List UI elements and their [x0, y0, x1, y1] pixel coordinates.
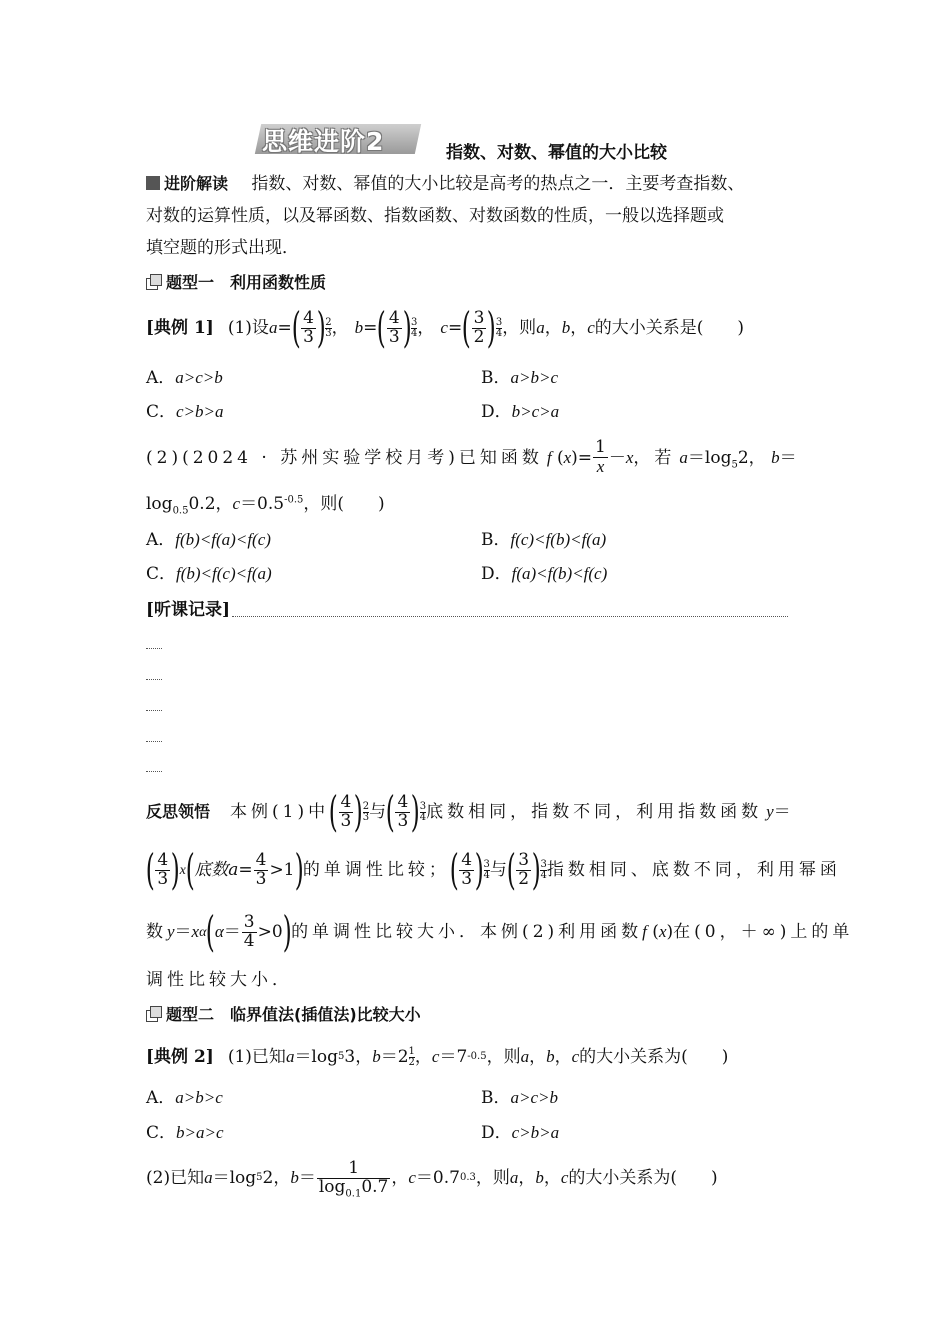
notes-label: [听课记录] — [146, 600, 231, 620]
reflection-line-1: 反思领悟 本例(1)中 ( $\frac{4}{3}$ ) 2 3 与 ( $\frac{4}{3}$ ) 3 4 底数相同，指数不同，利用指数函数 y ＝ — [146, 787, 791, 836]
example1-part1: [典例 1] (1)设 a = ( $\frac{4}{3}$ ) 2 3 ， b = ( $\frac{4}{3}$ ) 3 4 ， c = ( $\frac{3}{2}$ ) 3 4 ，则 a ， b ， c 的大小关系是( ) — [146, 303, 744, 352]
ex2-option-c[interactable]: C．b>a>c — [146, 1123, 224, 1143]
p2-option-d[interactable]: D．f(a)<f(b)<f(c) — [481, 564, 608, 584]
type1-heading: 题型一 利用函数性质 — [146, 270, 326, 293]
reflection-line-3: 数 y ＝ x α ( α ＝ $\frac{3}{4}$ >0 ) 的单调性比较大小．本例(2)利用函数 f (x) 在(0，＋∞)上的单 — [146, 907, 854, 956]
p2-option-a[interactable]: A．f(b)<f(a)<f(c) — [146, 530, 271, 550]
section-icon — [146, 1006, 162, 1022]
option-c[interactable]: C．c>b>a — [146, 402, 224, 422]
p2-option-b[interactable]: B．f(c)<f(b)<f(a) — [481, 530, 607, 550]
reflection-line-2: ( $\frac{4}{3}$ ) x ( 底数a= $\frac{4}{3}$ >1 ) 的单调性比较； ( $\frac{4}{3}$ ) 3 4 与 ( $\frac{3}{2}$ ) 3 4 指数相同、底数不同，利用幂函 — [145, 845, 841, 894]
notes-line — [146, 741, 162, 742]
example1-part2-line2: $\log_{0.5}0.2$，$c=0.5^{-0.5}$，则( ) — [146, 494, 385, 517]
option-b[interactable]: B．a>b>c — [481, 368, 558, 388]
notes-line-main — [232, 616, 788, 617]
example1-part2-line1: (2)(2024 · 苏州实验学校月考)已知函数 f (x)= $\frac{1}{x}$ － x ，若 $a=\log_52$， b＝ — [146, 437, 797, 476]
notes-line — [146, 771, 162, 772]
intro-tag: 进阶解读 — [146, 172, 228, 196]
p2-option-c[interactable]: C．f(b)<f(c)<f(a) — [146, 564, 272, 584]
reflection-line-4: 调性比较大小． — [146, 970, 293, 990]
intro-line-2: 对数的运算性质，以及幂函数、指数函数、对数函数的性质，一般以选择题或 — [146, 206, 724, 226]
option-a[interactable]: A．a>c>b — [146, 368, 223, 388]
notes-line — [146, 710, 162, 711]
section-banner: 思维进阶2 — [262, 127, 385, 156]
example2-part2: (2)已知 a ＝log 5 2， b ＝ $\frac{1}{\log_{0.1}0.7}$ ， c ＝0.7 0.3 ，则 a ， b ， c 的大小关系为( ) — [146, 1157, 718, 1199]
type2-heading: 题型二 临界值法(插值法)比较大小 — [146, 1002, 421, 1025]
notes-line — [146, 679, 162, 680]
square-icon — [146, 176, 160, 190]
section-title: 指数、对数、幂值的大小比较 — [446, 143, 667, 163]
ex2-option-a[interactable]: A．a>b>c — [146, 1088, 223, 1108]
section-icon — [146, 274, 162, 290]
notes-line — [146, 648, 162, 649]
example2-part1: [典例 2] (1)已知 a ＝log 5 3， b ＝2 1 2 ， c ＝7 -0.5 ，则 a ， b ， c 的大小关系为( ) — [146, 1045, 729, 1068]
ex2-option-d[interactable]: D．c>b>a — [481, 1123, 560, 1143]
ex2-option-b[interactable]: B．a>c>b — [481, 1088, 558, 1108]
intro-line-1: 进阶解读 指数、对数、幂值的大小比较是高考的热点之一．主要考查指数、 — [146, 172, 744, 196]
option-d[interactable]: D．b>c>a — [481, 402, 560, 422]
intro-line-3: 填空题的形式出现． — [146, 238, 299, 258]
